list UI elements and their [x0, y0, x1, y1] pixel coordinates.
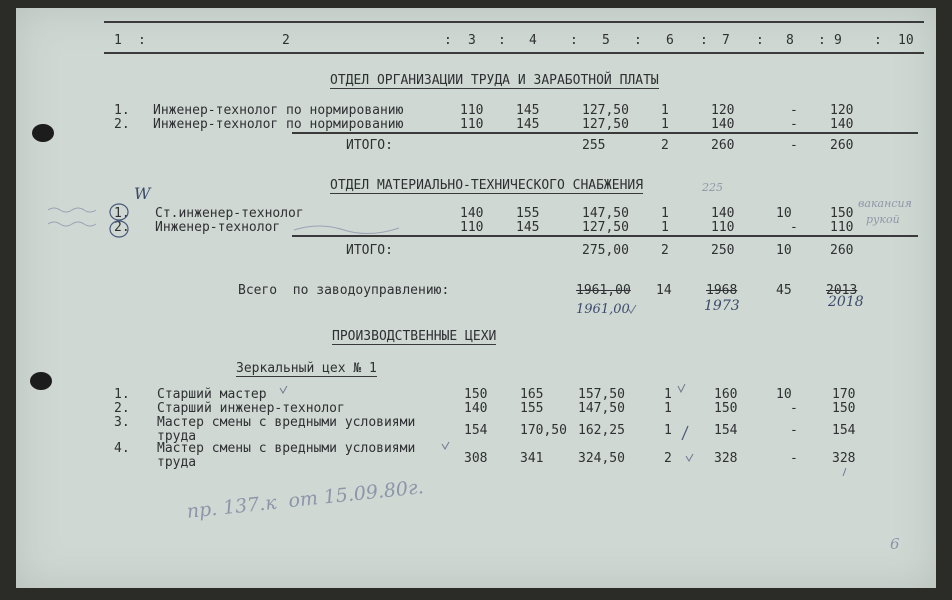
header-sep: : — [444, 33, 452, 48]
total-c7: 250 — [711, 243, 735, 258]
cell-c7: 140 — [711, 117, 735, 132]
total-c9: 260 — [830, 243, 854, 258]
cell-c8: - — [790, 451, 798, 466]
header-sep: : — [498, 33, 506, 48]
row-name: Ст.инженер-технолог — [155, 206, 304, 221]
row-name: Старший инженер-технолог — [157, 401, 345, 416]
header-col-4: 4 — [529, 33, 537, 48]
header-col-10: 10 — [898, 33, 914, 48]
total-c5: 255 — [582, 138, 606, 153]
cell-c9: 150 — [832, 401, 856, 416]
punch-hole-icon — [30, 372, 52, 390]
header-sep: : — [818, 33, 826, 48]
subsection-title-mirror-shop: Зеркальный цех № 1 — [236, 361, 377, 376]
cell-c6: 1 — [661, 103, 669, 118]
cell-c6: 1 — [664, 387, 672, 402]
handwritten-c7-correction: 1973 — [704, 298, 740, 314]
cell-c7: 160 — [714, 387, 738, 402]
row-name: Старший мастер — [157, 387, 267, 402]
check-marks-icon — [16, 8, 936, 588]
header-col-1: 1 — [114, 33, 122, 48]
header-sep: : — [634, 33, 642, 48]
header-col-8: 8 — [786, 33, 794, 48]
grand-total-c5: 1961,00 — [576, 283, 631, 298]
section-title-labor: ОТДЕЛ ОРГАНИЗАЦИИ ТРУДА И ЗАРАБОТНОЙ ПЛАТЫ — [330, 73, 659, 88]
grand-total-c7: 1968 — [706, 283, 738, 298]
total-c8: - — [790, 138, 798, 153]
row-name: Инженер-технолог по нормированию — [153, 103, 404, 118]
handwritten-225: 225 — [702, 181, 723, 194]
cell-c4: 341 — [520, 451, 544, 466]
cell-c7: 140 — [711, 206, 735, 221]
cell-c3: 110 — [460, 117, 484, 132]
cell-c5: 157,50 — [578, 387, 625, 402]
row-name-cont: труда — [157, 455, 197, 470]
cell-c9: 154 — [832, 423, 856, 438]
total-c7: 260 — [711, 138, 735, 153]
cell-c8: - — [790, 423, 798, 438]
cell-c3: 140 — [460, 206, 484, 221]
cell-c3: 154 — [464, 423, 488, 438]
cell-c8: 10 — [776, 206, 792, 221]
row-name: Мастер смены с вредными условиями — [157, 441, 416, 456]
cell-c8: - — [790, 103, 798, 118]
cell-c4: 145 — [516, 103, 540, 118]
section-title-production: ПРОИЗВОДСТВЕННЫЕ ЦЕХИ — [332, 329, 497, 344]
cell-c4: 155 — [520, 401, 544, 416]
cell-c8: - — [790, 117, 798, 132]
cell-c6: 2 — [664, 451, 672, 466]
handwritten-right-note-2: рукой — [866, 213, 900, 226]
header-col-6: 6 — [666, 33, 674, 48]
cell-c9: 328 — [832, 451, 856, 466]
header-sep: : — [138, 33, 146, 48]
row-num: 1. — [114, 103, 130, 118]
row-num: 2. — [114, 117, 130, 132]
header-col-3: 3 — [468, 33, 476, 48]
document-page — [16, 8, 936, 588]
cell-c9: 140 — [830, 117, 854, 132]
header-sep: : — [756, 33, 764, 48]
cell-c5: 147,50 — [578, 401, 625, 416]
cell-c9: 150 — [830, 206, 854, 221]
cell-c4: 145 — [516, 220, 540, 235]
grand-total-c8: 45 — [776, 283, 792, 298]
handwritten-right-note-1: вакансия — [858, 197, 912, 210]
cell-c5: 127,50 — [582, 117, 629, 132]
grand-total-c6: 14 — [656, 283, 672, 298]
cell-c3: 150 — [464, 387, 488, 402]
total-c5: 275,00 — [582, 243, 629, 258]
cell-c6: 1 — [661, 206, 669, 221]
cell-c9: 120 — [830, 103, 854, 118]
cell-c6: 1 — [661, 220, 669, 235]
cell-c7: 328 — [714, 451, 738, 466]
grand-total-label: Всего по заводоуправлению: — [238, 283, 450, 298]
grand-total-c9: 2013 — [826, 283, 858, 298]
cell-c7: 154 — [714, 423, 738, 438]
header-col-9: 9 — [834, 33, 842, 48]
cell-c5: 127,50 — [582, 220, 629, 235]
header-sep: : — [700, 33, 708, 48]
handwritten-w-mark: W — [134, 184, 151, 203]
handwritten-corner-mark: 6 — [890, 535, 900, 553]
cell-c5: 147,50 — [582, 206, 629, 221]
cell-c7: 110 — [711, 220, 735, 235]
cell-c6: 1 — [664, 401, 672, 416]
cell-c5: 127,50 — [582, 103, 629, 118]
row-num: 2. — [114, 220, 130, 235]
row-name: Инженер-технолог — [155, 220, 281, 235]
cell-c6: 1 — [664, 423, 672, 438]
cell-c5: 324,50 — [578, 451, 625, 466]
total-c8: 10 — [776, 243, 792, 258]
total-label: ИТОГО: — [346, 243, 393, 258]
row-num: 4. — [114, 441, 130, 456]
cell-c8: - — [790, 220, 798, 235]
handwritten-c5-correction: 1961,00 — [576, 302, 630, 317]
header-sep: : — [874, 33, 882, 48]
cell-c4: 170,50 — [520, 423, 567, 438]
row-num: 1. — [114, 387, 130, 402]
cell-c9: 110 — [830, 220, 854, 235]
row-name: Мастер смены с вредными условиями — [157, 415, 416, 430]
total-label: ИТОГО: — [346, 138, 393, 153]
cell-c7: 150 — [714, 401, 738, 416]
total-c6: 2 — [661, 138, 669, 153]
cell-c5: 162,25 — [578, 423, 625, 438]
cell-c6: 1 — [661, 117, 669, 132]
header-col-5: 5 — [602, 33, 610, 48]
row-num: 2. — [114, 401, 130, 416]
row-name-cont: труда — [157, 429, 197, 444]
total-c6: 2 — [661, 243, 669, 258]
cell-c8: 10 — [776, 387, 792, 402]
handwritten-c9-correction: 2018 — [828, 294, 864, 310]
section-title-supply: ОТДЕЛ МАТЕРИАЛЬНО-ТЕХНИЧЕСКОГО СНАБЖЕНИЯ — [330, 178, 644, 193]
cell-c3: 110 — [460, 220, 484, 235]
cell-c4: 145 — [516, 117, 540, 132]
row-name: Инженер-технолог по нормированию — [153, 117, 404, 132]
cell-c7: 120 — [711, 103, 735, 118]
total-c9: 260 — [830, 138, 854, 153]
header-col-7: 7 — [722, 33, 730, 48]
header-col-2: 2 — [282, 33, 290, 48]
cell-c8: - — [790, 401, 798, 416]
handwritten-footer-reference: пр. 137.к от 15.09.80г. — [185, 476, 425, 523]
cell-c3: 140 — [464, 401, 488, 416]
cell-c4: 155 — [516, 206, 540, 221]
punch-hole-icon — [32, 124, 54, 142]
row-num: 3. — [114, 415, 130, 430]
cell-c9: 170 — [832, 387, 856, 402]
header-sep: : — [570, 33, 578, 48]
cell-c3: 308 — [464, 451, 488, 466]
row-num: 1. — [114, 206, 130, 221]
cell-c4: 165 — [520, 387, 544, 402]
cell-c3: 110 — [460, 103, 484, 118]
